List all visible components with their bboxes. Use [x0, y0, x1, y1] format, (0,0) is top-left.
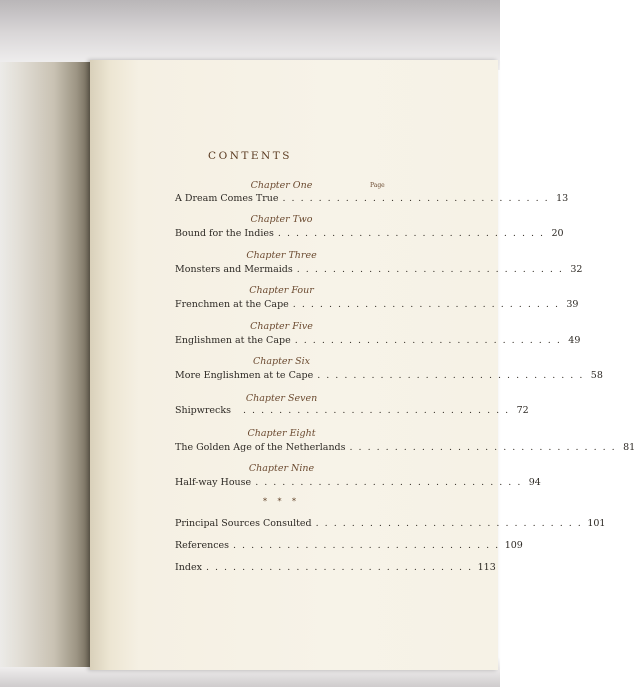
toc-entry-title: Principal Sources Consulted: [175, 518, 312, 529]
chapter-label: Chapter One: [250, 180, 313, 191]
toc-entry-page: 109: [504, 540, 523, 551]
leader-dots: . . . . . . . . . . . . . . . . . . . . . . . . . . . . . .: [296, 264, 564, 275]
toc-entry-title: Shipwrecks: [175, 405, 231, 416]
toc-entry-page: 101: [587, 518, 606, 529]
toc-entry: [175, 299, 579, 312]
chapter-label: Chapter Seven: [245, 393, 318, 404]
section-separator: * * *: [262, 497, 301, 506]
leader-dots: . . . . . . . . . . . . . . . . . . . . . . . . . . . . . .: [233, 540, 500, 551]
toc-entry-page: 58: [590, 370, 603, 381]
toc-entry-title: The Golden Age of the Netherlands: [175, 442, 346, 453]
leader-dots: . . . . . . . . . . . . . . . . . . . . . . . . . . . . . .: [294, 335, 562, 346]
leader-dots: . . . . . . . . . . . . . . . . . . . . . . . . . . . . . .: [205, 562, 473, 573]
toc-entry: [175, 193, 569, 206]
toc-entry-page: 94: [528, 477, 541, 488]
toc-entry-page: 20: [551, 228, 564, 239]
leader-dots: . . . . . . . . . . . . . . . . . . . . . . . . . . . . . .: [255, 477, 522, 488]
toc-entry-title: A Dream Comes True: [175, 193, 279, 204]
leader-dots: . . . . . . . . . . . . . . . . . . . . . . . . . . . . . .: [349, 442, 617, 453]
toc-entry-title: Half-way House: [175, 477, 252, 488]
leader-dots: . . . . . . . . . . . . . . . . . . . . . . . . . . . . . .: [282, 193, 550, 204]
contents-heading: CONTENTS: [208, 150, 292, 162]
toc-entry: [175, 264, 583, 277]
chapter-label: Chapter Four: [249, 285, 314, 296]
toc-entry-title: Monsters and Mermaids: [175, 264, 293, 275]
toc-entry: [175, 540, 523, 553]
leader-dots: . . . . . . . . . . . . . . . . . . . . . . . . . . . . . .: [292, 299, 560, 310]
leader-dots: . . . . . . . . . . . . . . . . . . . . . . . . . . . . . .: [243, 405, 510, 416]
page-column-label: Page: [370, 182, 385, 189]
toc-entry-page: 81: [623, 442, 635, 453]
leader-dots: . . . . . . . . . . . . . . . . . . . . . . . . . . . . . .: [317, 370, 584, 381]
toc-entry: [175, 562, 496, 575]
toc-entry: [175, 335, 581, 348]
chapter-label: Chapter Eight: [247, 428, 316, 439]
chapter-label: Chapter Two: [250, 214, 313, 225]
toc-entry: [175, 370, 603, 383]
toc-entry-title: More Englishmen at te Cape: [175, 370, 314, 381]
toc-entry-title: Bound for the Indies: [175, 228, 274, 239]
toc-entry-page: 72: [516, 405, 529, 416]
toc-entry-title: Englishmen at the Cape: [175, 335, 291, 346]
leader-dots: . . . . . . . . . . . . . . . . . . . . . . . . . . . . . .: [277, 228, 545, 239]
toc-entry: [175, 405, 529, 418]
toc-entry-page: 13: [556, 193, 569, 204]
toc-entry-title: Index: [175, 562, 202, 573]
toc-entry-page: 39: [566, 299, 579, 310]
toc-entry-page: 113: [477, 562, 496, 573]
toc-entry: [175, 477, 541, 490]
chapter-label: Chapter Five: [250, 321, 313, 332]
chapter-label: Chapter Three: [246, 250, 317, 261]
leader-dots: . . . . . . . . . . . . . . . . . . . . . . . . . . . . . .: [315, 518, 583, 529]
toc-entry-page: 32: [570, 264, 583, 275]
toc-entry-title: References: [175, 540, 230, 551]
toc-entry: [175, 442, 635, 455]
toc-entry-title: Frenchmen at the Cape: [175, 299, 289, 310]
chapter-label: Chapter Nine: [248, 463, 315, 474]
chapter-label: Chapter Six: [252, 356, 311, 367]
toc-entry: [175, 228, 564, 241]
toc-entry: [175, 518, 606, 531]
toc-entry-page: 49: [568, 335, 581, 346]
